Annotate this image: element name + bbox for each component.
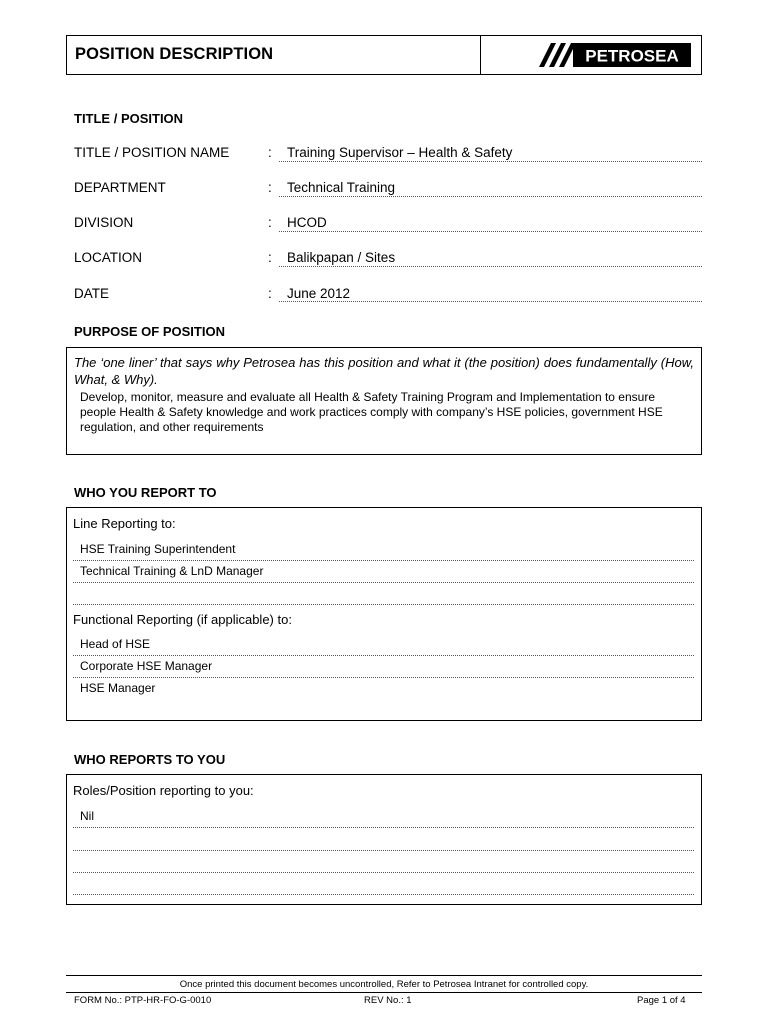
field-value-position-name: Training Supervisor – Health & Safety [287, 145, 513, 160]
reports-to-you-box [66, 774, 702, 905]
field-separator: : [268, 215, 272, 230]
section-heading-purpose: PURPOSE OF POSITION [74, 324, 225, 339]
petrosea-logo [529, 41, 691, 69]
field-label-date: DATE [74, 286, 110, 301]
functional-reporting-label: Functional Reporting (if applicable) to: [73, 612, 292, 627]
functional-reporting-item: Head of HSE [80, 637, 151, 651]
field-underline [279, 266, 702, 267]
dotted-line [73, 560, 694, 561]
footer-form-number: FORM No.: PTP-HR-FO-G-0010 [74, 995, 212, 1006]
field-label-department: DEPARTMENT [74, 180, 166, 195]
purpose-body-text: Develop, monitor, measure and evaluate all Health & Safety Training Program and Implementation to ensure people Health & Safety knowledge and work practices comply with company’s HSE policies, government HSE regulation, and other requirements [80, 390, 663, 434]
field-value-department: Technical Training [287, 180, 396, 195]
field-separator: : [268, 286, 272, 301]
field-value-date: June 2012 [287, 286, 351, 301]
document-title: POSITION DESCRIPTION [75, 45, 274, 63]
section-heading-reports-to-you: WHO REPORTS TO YOU [74, 752, 226, 767]
field-value-location: Balikpapan / Sites [287, 250, 396, 265]
field-separator: : [268, 145, 272, 160]
footer-page-number: Page 1 of 4 [637, 995, 686, 1006]
reports-to-you-item: Nil [80, 809, 94, 823]
functional-reporting-item: Corporate HSE Manager [80, 659, 213, 673]
field-label-location: LOCATION [74, 250, 143, 265]
section-heading-title-position: TITLE / POSITION [74, 111, 184, 126]
field-underline [279, 196, 702, 197]
field-value-division: HCOD [287, 215, 327, 230]
footer-top-rule [66, 975, 702, 976]
field-underline [279, 301, 702, 302]
section-heading-report-to: WHO YOU REPORT TO [74, 485, 217, 500]
dotted-line [73, 582, 694, 583]
field-underline [279, 231, 702, 232]
line-reporting-item: HSE Training Superintendent [80, 542, 236, 556]
report-to-box [66, 507, 702, 721]
field-separator: : [268, 250, 272, 265]
dotted-line [73, 827, 694, 828]
dotted-line [73, 894, 694, 895]
field-underline [279, 161, 702, 162]
functional-reporting-item: HSE Manager [80, 681, 156, 695]
reports-to-you-label: Roles/Position reporting to you: [73, 783, 254, 798]
line-reporting-label: Line Reporting to: [73, 516, 176, 531]
purpose-box [66, 347, 702, 455]
line-reporting-item: Technical Training & LnD Manager [80, 564, 264, 578]
footer-note: Once printed this document becomes uncontrolled, Refer to Petrosea Intranet for controlled copy. [179, 979, 589, 990]
footer-mid-rule [66, 992, 702, 993]
document-header [66, 35, 702, 75]
dotted-line [73, 677, 694, 678]
field-label-position-name: TITLE / POSITION NAME [74, 145, 230, 160]
dotted-line [73, 872, 694, 873]
field-separator: : [268, 180, 272, 195]
dotted-line [73, 604, 694, 605]
dotted-line [73, 655, 694, 656]
footer-revision: REV No.: 1 [364, 995, 412, 1006]
dotted-line [73, 850, 694, 851]
logo-wordmark: PETROSEA [585, 46, 679, 66]
field-label-division: DIVISION [74, 215, 134, 230]
header-divider [480, 36, 481, 74]
purpose-intro-text: The ‘one liner’ that says why Petrosea has this position and what it (the position) does fundamentally (How, What, & Why). [74, 355, 694, 387]
